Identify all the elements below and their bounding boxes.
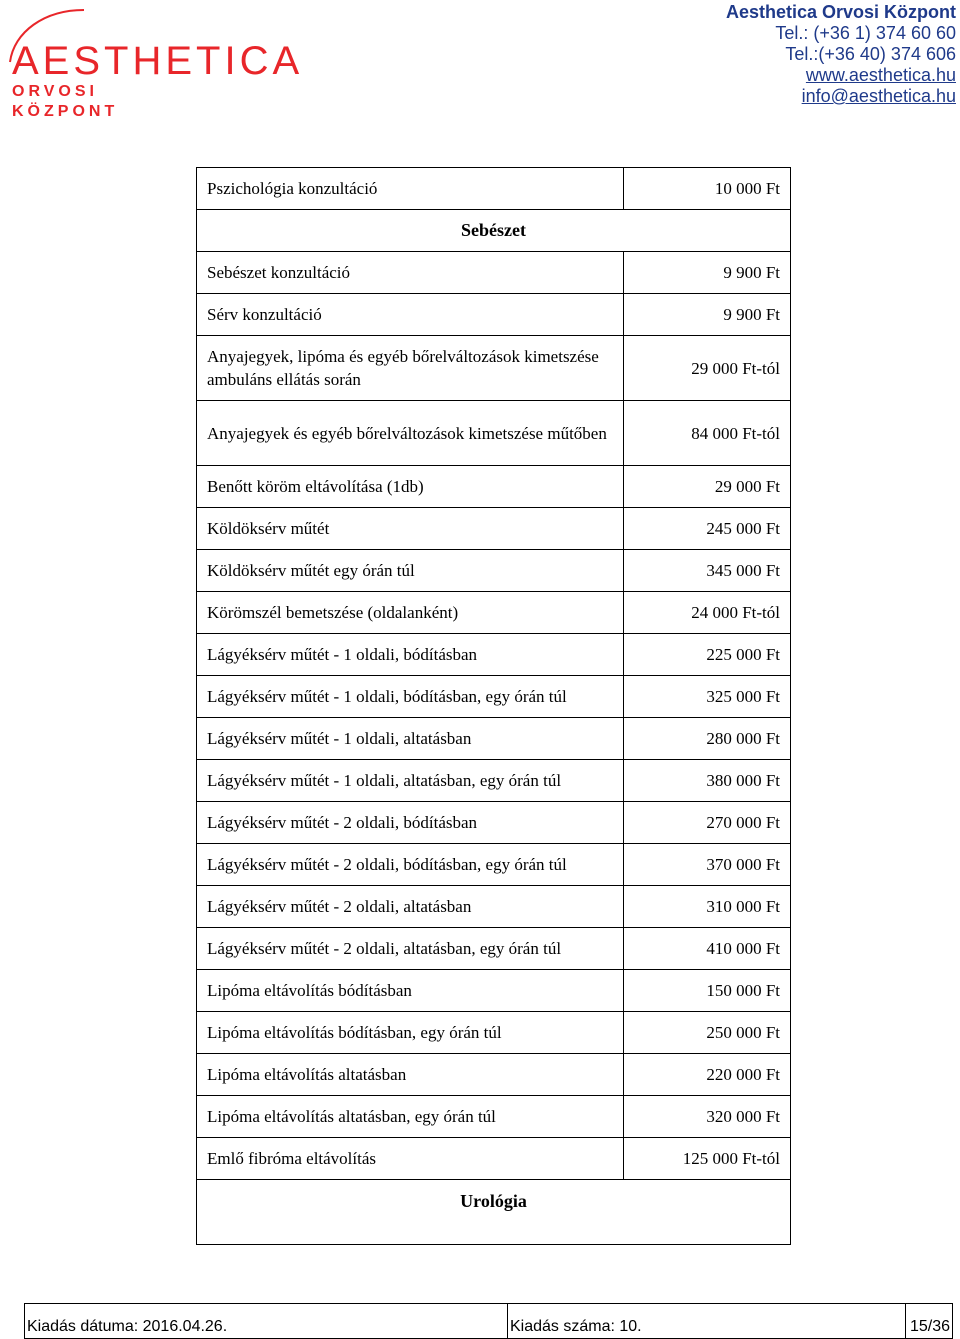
service-price: 125 000 Ft-tól [624, 1138, 791, 1180]
table-row [197, 928, 791, 970]
service-price: 220 000 Ft [624, 1054, 791, 1096]
service-price: 84 000 Ft-tól [624, 401, 791, 466]
price-table [196, 167, 791, 1245]
service-name: Körömszél bemetszése (oldalanként) [197, 592, 624, 634]
service-price: 270 000 Ft [624, 802, 791, 844]
service-price: 250 000 Ft [624, 1012, 791, 1054]
service-price: 345 000 Ft [624, 550, 791, 592]
service-name: Anyajegyek, lipóma és egyéb bőrelváltozások kimetszése ambuláns ellátás során [197, 336, 624, 401]
service-price: 225 000 Ft [624, 634, 791, 676]
table-row [197, 550, 791, 592]
service-name: Lágyéksérv műtét - 2 oldali, altatásban [197, 886, 624, 928]
price-table-body [197, 168, 791, 1245]
service-name: Pszichológia konzultáció [197, 168, 624, 210]
service-price: 280 000 Ft [624, 718, 791, 760]
service-name: Lágyéksérv műtét - 1 oldali, bódításban, egy órán túl [197, 676, 624, 718]
table-row [197, 676, 791, 718]
table-row [197, 336, 791, 401]
service-name: Lágyéksérv műtét - 1 oldali, altatásban, egy órán túl [197, 760, 624, 802]
service-price: 29 000 Ft [624, 466, 791, 508]
service-price: 10 000 Ft [624, 168, 791, 210]
service-name: Lipóma eltávolítás altatásban [197, 1054, 624, 1096]
table-row [197, 718, 791, 760]
service-name: Lipóma eltávolítás bódításban, egy órán túl [197, 1012, 624, 1054]
table-row [197, 970, 791, 1012]
service-name: Sérv konzultáció [197, 294, 624, 336]
table-row [197, 760, 791, 802]
table-row [197, 466, 791, 508]
service-name: Lágyéksérv műtét - 2 oldali, altatásban, egy órán túl [197, 928, 624, 970]
service-price: 325 000 Ft [624, 676, 791, 718]
table-row [197, 252, 791, 294]
service-price: 410 000 Ft [624, 928, 791, 970]
contact-block [726, 2, 956, 107]
table-row [197, 508, 791, 550]
table-row [197, 401, 791, 466]
service-price: 24 000 Ft-tól [624, 592, 791, 634]
table-row [197, 802, 791, 844]
email-link[interactable]: info@aesthetica.hu [801, 86, 956, 106]
service-price: 29 000 Ft-tól [624, 336, 791, 401]
footer-row [25, 1304, 953, 1339]
service-name: Benőtt köröm eltávolítása (1db) [197, 466, 624, 508]
section-header-row [197, 210, 791, 252]
table-row [197, 1138, 791, 1180]
issue-number: Kiadás száma: 10. [508, 1304, 906, 1339]
page-number: 15/36 [906, 1304, 953, 1339]
table-row [197, 634, 791, 676]
service-name: Emlő fibróma eltávolítás [197, 1138, 624, 1180]
issue-date: Kiadás dátuma: 2016.04.26. [25, 1304, 508, 1339]
service-price: 320 000 Ft [624, 1096, 791, 1138]
service-name: Köldöksérv műtét egy órán túl [197, 550, 624, 592]
service-price: 245 000 Ft [624, 508, 791, 550]
service-name: Sebészet konzultáció [197, 252, 624, 294]
service-name: Lágyéksérv műtét - 1 oldali, altatásban [197, 718, 624, 760]
table-row [197, 886, 791, 928]
logo-subtitle-1: ORVOSI [12, 83, 98, 100]
table-row [197, 168, 791, 210]
logo-subtitle-2: KÖZPONT [12, 103, 119, 120]
table-row [197, 844, 791, 886]
service-price: 9 900 Ft [624, 252, 791, 294]
website-link[interactable]: www.aesthetica.hu [805, 65, 956, 85]
phone-2: Tel.:(+36 40) 374 606 [785, 44, 956, 64]
service-price: 150 000 Ft [624, 970, 791, 1012]
service-name: Anyajegyek és egyéb bőrelváltozások kimetszése műtőben [197, 401, 624, 466]
logo-wordmark: AESTHETICA [12, 39, 304, 83]
section-title: Sebészet [197, 210, 791, 252]
service-price: 310 000 Ft [624, 886, 791, 928]
service-name: Lipóma eltávolítás bódításban [197, 970, 624, 1012]
service-name: Lágyéksérv műtét - 2 oldali, bódításban [197, 802, 624, 844]
service-price: 370 000 Ft [624, 844, 791, 886]
table-row [197, 1012, 791, 1054]
service-name: Lágyéksérv műtét - 1 oldali, bódításban [197, 634, 624, 676]
service-price: 9 900 Ft [624, 294, 791, 336]
table-row [197, 1054, 791, 1096]
section-header-row [197, 1180, 791, 1245]
table-row [197, 592, 791, 634]
phone-1: Tel.: (+36 1) 374 60 60 [775, 23, 956, 43]
service-name: Köldöksérv műtét [197, 508, 624, 550]
company-name: Aesthetica Orvosi Központ [725, 2, 956, 22]
table-row [197, 294, 791, 336]
company-logo [4, 2, 304, 120]
aesthetica-logo-graphic [4, 2, 304, 120]
section-title: Urológia [197, 1180, 791, 1245]
service-name: Lágyéksérv műtét - 2 oldali, bódításban, egy órán túl [197, 844, 624, 886]
document-footer [24, 1303, 953, 1339]
table-row [197, 1096, 791, 1138]
service-name: Lipóma eltávolítás altatásban, egy órán túl [197, 1096, 624, 1138]
service-price: 380 000 Ft [624, 760, 791, 802]
